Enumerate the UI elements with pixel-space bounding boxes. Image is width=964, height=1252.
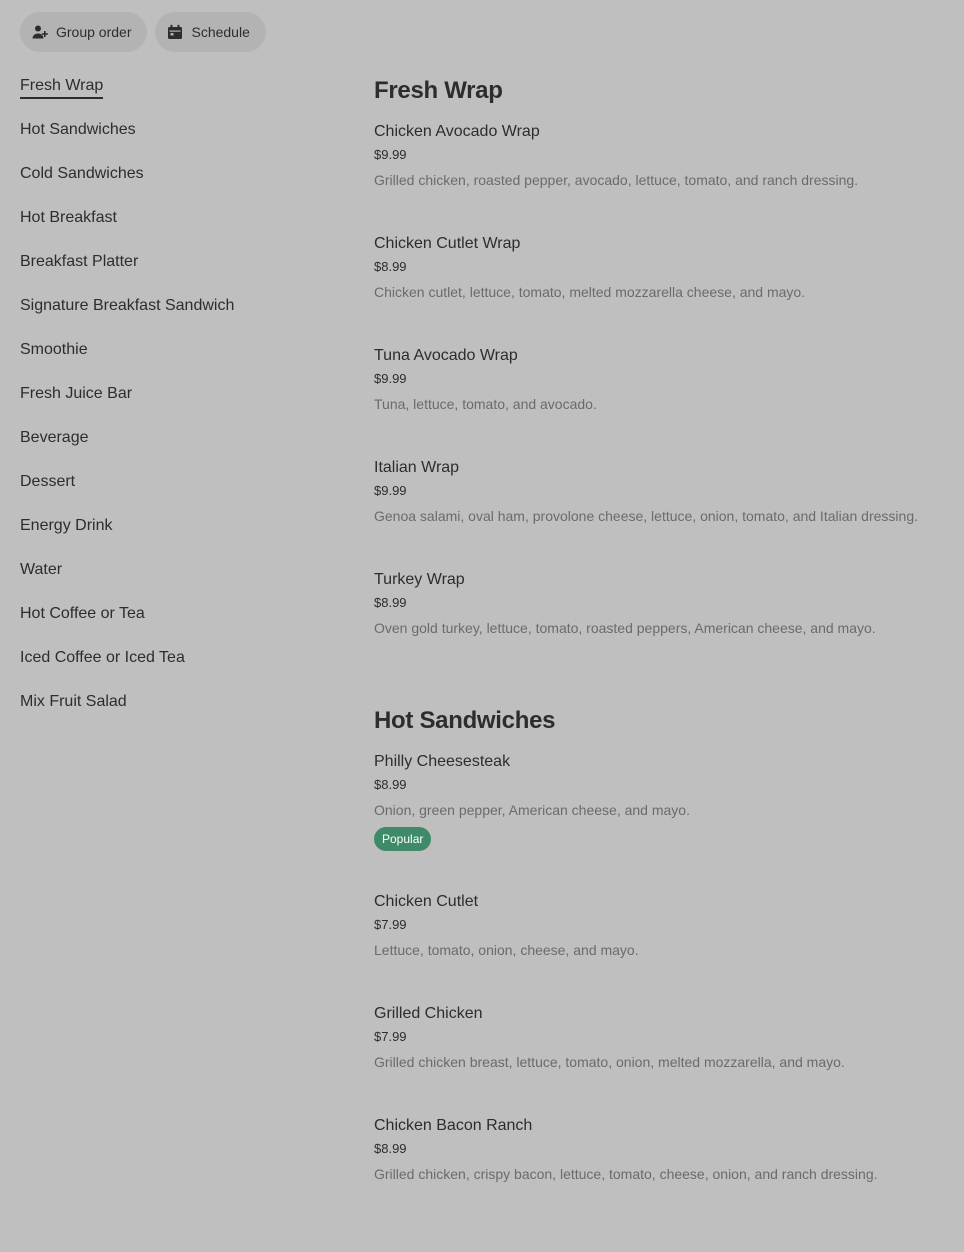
sidebar-item-breakfast-platter[interactable] — [20, 252, 340, 296]
group-order-label: Group order — [56, 24, 132, 40]
sidebar-item-label: Beverage — [20, 429, 89, 446]
sidebar-item-mix-fruit-salad[interactable] — [20, 692, 340, 736]
menu-item[interactable] — [374, 570, 954, 670]
section-title: Fresh Wrap — [374, 77, 503, 104]
item-name: Chicken Cutlet Wrap — [374, 235, 521, 252]
calendar-icon — [167, 24, 183, 40]
category-sidebar — [20, 74, 340, 736]
sidebar-item-label: Energy Drink — [20, 517, 113, 534]
item-price: $9.99 — [374, 371, 407, 386]
sidebar-item-label: Signature Breakfast Sandwich — [20, 297, 235, 314]
sidebar-item-smoothie[interactable] — [20, 340, 340, 384]
sidebar-item-iced-coffee-or-iced-tea[interactable] — [20, 648, 340, 692]
sidebar-item-hot-coffee-or-tea[interactable] — [20, 604, 340, 648]
menu-item[interactable] — [374, 892, 954, 992]
menu-section — [374, 76, 954, 670]
popular-badge: Popular — [374, 827, 431, 851]
menu-section — [374, 706, 954, 1216]
item-description: Grilled chicken breast, lettuce, tomato, onion, melted mozzarella, and mayo. — [374, 1054, 845, 1070]
item-description: Chicken cutlet, lettuce, tomato, melted mozzarella cheese, and mayo. — [374, 284, 806, 300]
item-price: $8.99 — [374, 777, 407, 792]
item-name: Chicken Bacon Ranch — [374, 1117, 533, 1134]
item-name: Turkey Wrap — [374, 571, 465, 588]
sidebar-item-label: Cold Sandwiches — [20, 165, 144, 182]
item-name: Tuna Avocado Wrap — [374, 347, 518, 364]
menu-item[interactable] — [374, 458, 954, 558]
section-title: Hot Sandwiches — [374, 707, 556, 734]
item-description: Onion, green pepper, American cheese, and mayo. — [374, 802, 690, 818]
sidebar-item-label: Dessert — [20, 473, 76, 490]
sidebar-item-dessert[interactable] — [20, 472, 340, 516]
menu-item[interactable] — [374, 122, 954, 222]
menu-item[interactable] — [374, 752, 954, 880]
item-price: $7.99 — [374, 917, 407, 932]
item-description: Tuna, lettuce, tomato, and avocado. — [374, 396, 597, 412]
sidebar-item-label: Mix Fruit Salad — [20, 693, 127, 710]
sidebar-item-label: Hot Breakfast — [20, 209, 117, 226]
toolbar — [20, 12, 266, 52]
item-name: Italian Wrap — [374, 459, 460, 476]
sidebar-item-beverage[interactable] — [20, 428, 340, 472]
menu-item[interactable] — [374, 1004, 954, 1104]
item-description: Genoa salami, oval ham, provolone cheese, lettuce, onion, tomato, and Italian dressing. — [374, 508, 918, 524]
item-price: $7.99 — [374, 1029, 407, 1044]
sidebar-item-label: Smoothie — [20, 341, 88, 358]
sidebar-item-fresh-juice-bar[interactable] — [20, 384, 340, 428]
sidebar-item-hot-sandwiches[interactable] — [20, 120, 340, 164]
item-price: $9.99 — [374, 483, 407, 498]
item-name: Grilled Chicken — [374, 1005, 483, 1022]
schedule-button[interactable] — [155, 12, 265, 52]
sidebar-item-water[interactable] — [20, 560, 340, 604]
sidebar-item-label: Hot Sandwiches — [20, 121, 136, 138]
sidebar-item-cold-sandwiches[interactable] — [20, 164, 340, 208]
item-description: Oven gold turkey, lettuce, tomato, roasted peppers, American cheese, and mayo. — [374, 620, 876, 636]
sidebar-item-label: Iced Coffee or Iced Tea — [20, 649, 185, 666]
item-price: $9.99 — [374, 147, 407, 162]
sidebar-item-label: Water — [20, 561, 63, 578]
item-price: $8.99 — [374, 1141, 407, 1156]
sidebar-item-fresh-wrap[interactable] — [20, 74, 340, 120]
item-price: $8.99 — [374, 259, 407, 274]
sidebar-item-label: Fresh Juice Bar — [20, 385, 133, 402]
person-add-icon — [32, 24, 48, 40]
menu-item[interactable] — [374, 1116, 954, 1216]
sidebar-item-signature-breakfast-sandwich[interactable] — [20, 296, 340, 340]
item-description: Lettuce, tomato, onion, cheese, and mayo. — [374, 942, 639, 958]
item-price: $8.99 — [374, 595, 407, 610]
menu-content — [374, 76, 954, 1252]
group-order-button[interactable] — [20, 12, 147, 52]
sidebar-item-label: Hot Coffee or Tea — [20, 605, 145, 622]
item-description: Grilled chicken, roasted pepper, avocado, lettuce, tomato, and ranch dressing. — [374, 172, 859, 188]
item-description: Grilled chicken, crispy bacon, lettuce, tomato, cheese, onion, and ranch dressing. — [374, 1166, 878, 1182]
menu-item[interactable] — [374, 346, 954, 446]
sidebar-item-label: Breakfast Platter — [20, 253, 139, 270]
schedule-label: Schedule — [191, 24, 250, 40]
item-name: Chicken Avocado Wrap — [374, 123, 540, 140]
sidebar-item-label: Fresh Wrap — [20, 76, 103, 99]
sidebar-item-energy-drink[interactable] — [20, 516, 340, 560]
item-name: Chicken Cutlet — [374, 893, 479, 910]
menu-item[interactable] — [374, 234, 954, 334]
sidebar-item-hot-breakfast[interactable] — [20, 208, 340, 252]
item-name: Philly Cheesesteak — [374, 753, 511, 770]
